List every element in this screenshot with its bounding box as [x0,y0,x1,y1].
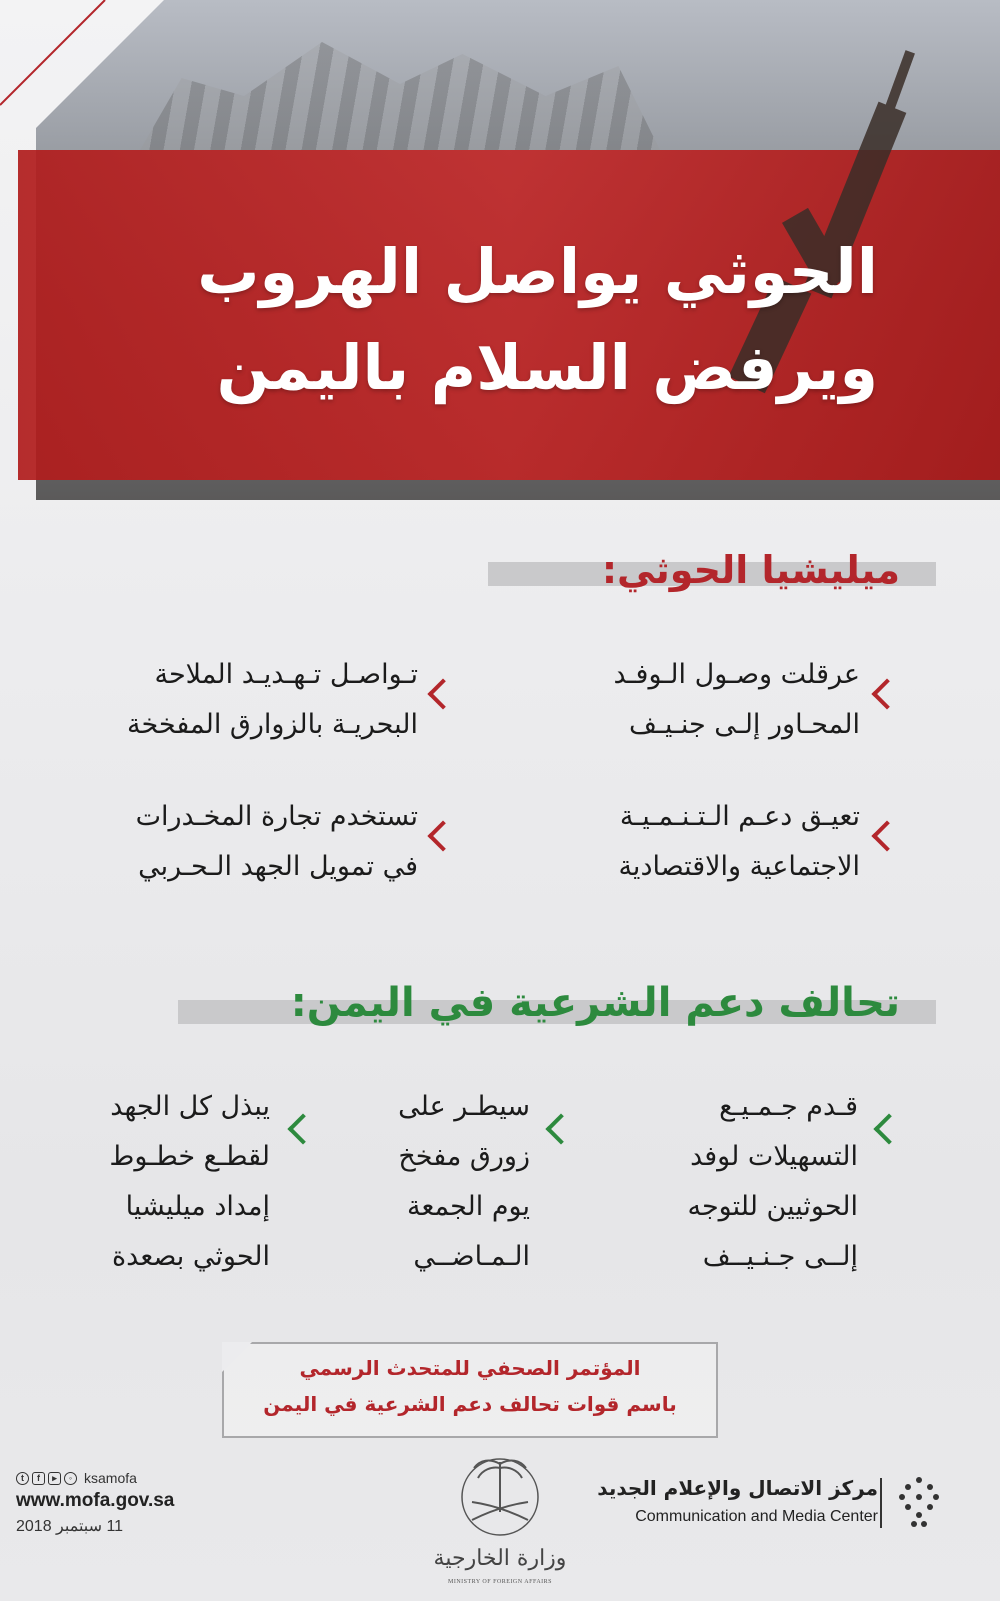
diagonal-accent [0,0,140,140]
center-name-en: Communication and Media Center [635,1508,878,1525]
chevron-left-icon [287,1113,318,1144]
press-conference-box [222,1342,718,1438]
ministry-emblem [420,1442,580,1592]
social-handle[interactable]: ksamofa [84,1470,137,1486]
chevron-left-icon [871,820,902,851]
militia-item-3: تعيـق دعـم الـتـنـمـيـة الاجتماعية والاقتصادية [618,801,860,882]
publish-date: 11 سبتمبر 2018 [16,1518,124,1535]
militia-item-2: تـواصـل تـهـديـد الملاحة البحريـة بالزوارق المفخخة [127,659,418,740]
militia-item-4: تستخدم تجارة المخـدرات في تمويل الجهد الـحـربي [135,801,418,882]
website-link[interactable]: www.mofa.gov.sa [16,1490,175,1511]
militia-heading: ميليشيا الحوثي: [601,548,900,592]
cmc-logo-icon [894,1475,944,1531]
social-links [16,1470,216,1486]
chevron-left-icon [545,1113,576,1144]
facebook-icon[interactable]: f [32,1472,45,1485]
footer-contact [16,1470,216,1536]
coalition-item-3: يبذل كل الجهد لقطـع خطـوط إمداد ميليشيا الحوثي بصعدة [109,1091,270,1272]
hero-banner [0,0,1000,500]
coalition-item-1: قـدم جـمـيـع التسهيلات لوفد الحوثيين للتوجه إلــى جـنـيــف [687,1091,858,1272]
ministry-name-en: MINISTRY OF FOREIGN AFFAIRS [447,1579,553,1585]
palm-swords-icon [420,1442,580,1542]
chevron-left-icon [427,678,458,709]
press-line-2: باسم قوات تحالف دعم الشرعية في اليمن [263,1392,677,1416]
press-line-1: المؤتمر الصحفي للمتحدث الرسمي [299,1356,641,1380]
title-line-2: ويرفض السلام باليمن [216,331,878,404]
chevron-left-icon [427,820,458,851]
ministry-name-ar: وزارة الخارجية [433,1546,567,1571]
militia-item-1: عرقلت وصـول الـوفـد المحـاور إلـى جنـيـف [613,659,860,740]
youtube-icon[interactable]: ▸ [48,1472,61,1485]
center-name-ar: مركز الاتصال والإعلام الجديد [597,1476,878,1500]
title-line-1: الحوثي يواصل الهروب [197,235,878,308]
coalition-item-2: سيطـر على زورق مفخخ يوم الجمعة الـمـاضــي [398,1091,530,1272]
twitter-icon[interactable]: t [16,1472,29,1485]
coalition-heading: تحالف دعم الشرعية في اليمن: [290,980,900,1026]
chevron-left-icon [873,1113,904,1144]
chevron-left-icon [871,678,902,709]
logo-separator [880,1478,882,1528]
page-title [98,224,878,416]
snapchat-icon[interactable]: ◦ [64,1472,77,1485]
